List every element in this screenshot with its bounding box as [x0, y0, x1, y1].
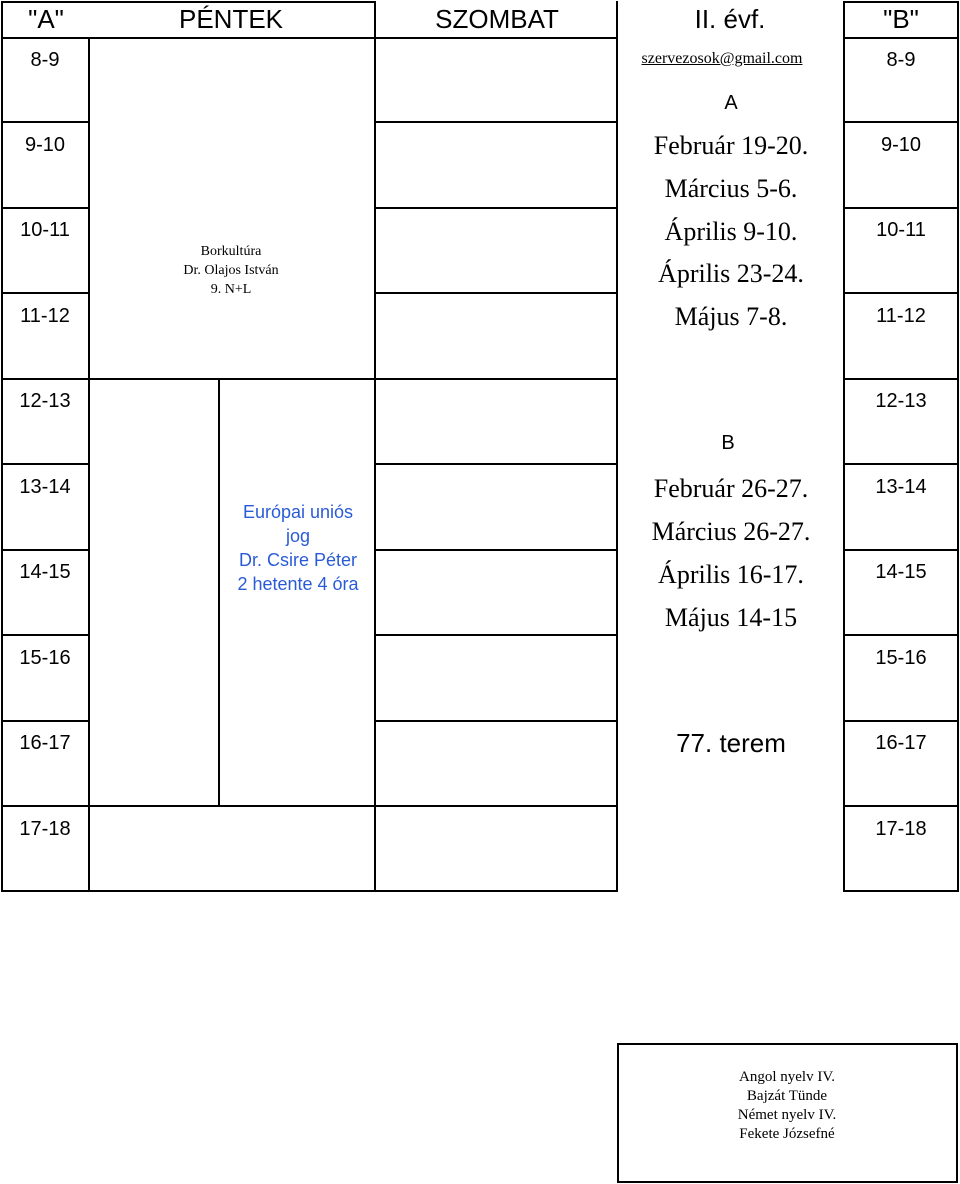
- time-label: 8-9: [30, 49, 60, 71]
- date-item: Február 26-27.: [653, 474, 809, 503]
- time-label: 11-12: [876, 305, 926, 327]
- date-item: Április 9-10.: [664, 217, 798, 246]
- time-label: 10-11: [876, 219, 926, 241]
- course-title: jog: [285, 526, 311, 546]
- group-b-label: B: [721, 432, 735, 454]
- time-label: 9-10: [24, 134, 66, 156]
- time-label: 13-14: [19, 476, 71, 498]
- group-a-label: A: [724, 92, 738, 114]
- language-courses-box: [738, 1068, 836, 1144]
- time-label: 9-10: [880, 134, 922, 156]
- year-header: II. évf.: [694, 4, 766, 34]
- group-a-header: "A": [28, 4, 64, 34]
- course-teacher: Bajzát Tünde: [746, 1088, 828, 1104]
- time-label: 10-11: [20, 219, 70, 241]
- email-link[interactable]: szervezosok@gmail.com: [641, 50, 803, 67]
- course-borkultura: [183, 242, 278, 299]
- date-item: Február 19-20.: [653, 131, 809, 160]
- time-label: 12-13: [19, 390, 71, 412]
- course-teacher: Dr. Olajos István: [183, 263, 279, 278]
- time-label: 17-18: [19, 818, 71, 840]
- course-teacher: Dr. Csire Péter: [238, 550, 358, 570]
- time-label: 8-9: [886, 49, 916, 71]
- time-label: 12-13: [875, 390, 927, 412]
- time-label: 14-15: [875, 561, 927, 583]
- course-title: Európai uniós: [242, 502, 354, 522]
- time-label: 16-17: [875, 732, 927, 754]
- time-label: 11-12: [20, 305, 70, 327]
- time-label: 16-17: [19, 732, 71, 754]
- course-frequency: 2 hetente 4 óra: [237, 574, 359, 594]
- course-title: Borkultúra: [200, 244, 262, 259]
- time-label: 15-16: [875, 647, 927, 669]
- time-label: 15-16: [19, 647, 71, 669]
- date-item: Május 14-15: [664, 603, 798, 632]
- date-item: Április 16-17.: [658, 560, 804, 589]
- room-label: 77. terem: [676, 728, 786, 758]
- time-label: 13-14: [875, 476, 927, 498]
- course-eu-law: [237, 500, 358, 596]
- course-title: Angol nyelv IV.: [739, 1069, 835, 1085]
- course-teacher: Fekete Józsefné: [739, 1126, 835, 1142]
- date-item: Március 26-27.: [651, 517, 811, 546]
- course-group: 9. N+L: [210, 282, 252, 297]
- time-label: 17-18: [875, 818, 927, 840]
- day-header-pentek: PÉNTEK: [178, 4, 284, 34]
- date-item: Április 23-24.: [658, 259, 804, 288]
- course-title: Német nyelv IV.: [737, 1107, 837, 1123]
- day-header-szombat: SZOMBAT: [435, 4, 559, 34]
- date-item: Május 7-8.: [674, 302, 788, 331]
- time-label: 14-15: [19, 561, 71, 583]
- date-item: Március 5-6.: [664, 174, 798, 203]
- group-b-header: "B": [883, 4, 919, 34]
